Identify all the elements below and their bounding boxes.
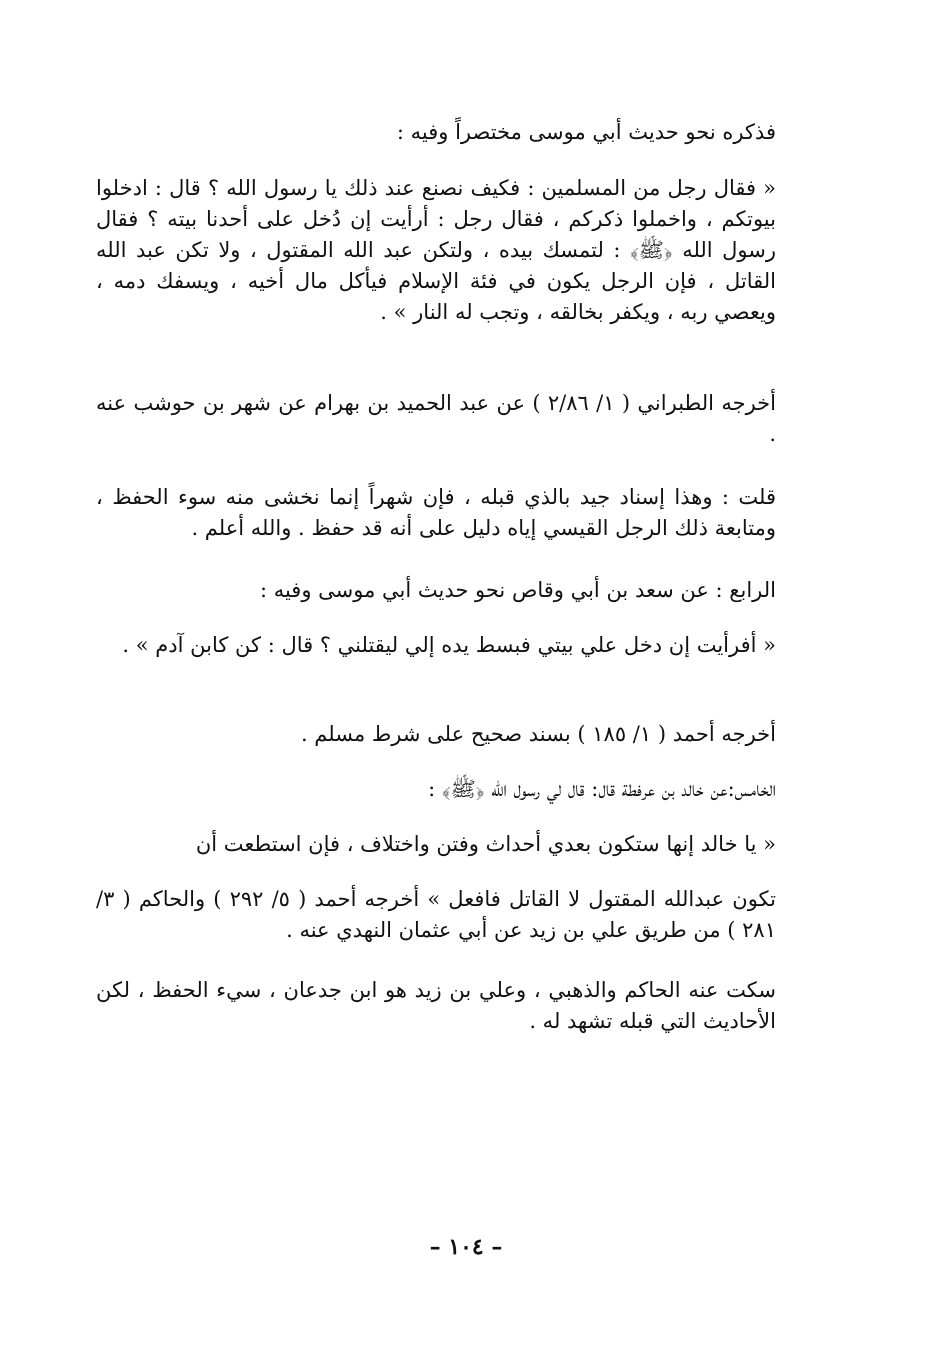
- page-number: – ١٠٤ –: [429, 1234, 503, 1260]
- intro-line: فذكره نحو حديث أبي موسى مختصراً وفيه :: [396, 120, 776, 144]
- takhrij-ahmad: أخرجه أحمد ( ١/ ١٨٥ ) بسند صحيح على شرط مسلم .: [300, 722, 776, 746]
- commentary-isnad: قلت : وهذا إسناد جيد بالذي قبله ، فإن شهراً إنما نخشى منه سوء الحفظ ، ومتابعة ذلك الرجل القيسي إياه دليل على أنه قد حفظ . والله أعلم .: [96, 485, 776, 540]
- fourth-narration-heading: الرابع : عن سعد بن أبي وقاص نحو حديث أبي موسى وفيه :: [259, 578, 776, 602]
- hadith-quote-1: « فقال رجل من المسلمين : فكيف نصنع عند ذلك يا رسول الله ؟ قال : ادخلوا بيوتكم ، واخملوا ذكركم ، فقال رجل : أرأيت إن دُخل على أحدنا بيته ؟ فقال رسول الله ﴿ﷺ﴾ : لتمسك بيده ، ولتكن عبد الله المقتول ، ولا تكن عبد الله القاتل ، فإن الرجل يكون في فئة الإسلام فيأكل مال أخيه ، ويسفك دمه ، ويعصي ربه ، ويكفر بخالقه ، وتجب له النار » .: [96, 176, 776, 324]
- takhrij-tabarani: أخرجه الطبراني ( ١/ ٢/٨٦ ) عن عبد الحميد بن بهرام عن شهر بن حوشب عنه .: [96, 391, 776, 446]
- hadith-quote-3: « يا خالد إنها ستكون بعدي أحداث وفتن واختلاف ، فإن استطعت أن: [195, 832, 776, 856]
- hadith-quote-2: « أفرأيت إن دخل علي بيتي فبسط يده إلي ليقتلني ؟ قال : كن كابن آدم » .: [122, 633, 776, 657]
- takhrij-ahmad-hakim: تكون عبدالله المقتول لا القاتل فافعل » أخرجه أحمد ( ٥/ ٢٩٢ ) والحاكم ( ٣/ ٢٨١ ) من طريق علي بن زيد عن أبي عثمان النهدي عنه .: [96, 887, 776, 942]
- closing-commentary: سكت عنه الحاكم والذهبي ، وعلي بن زيد هو ابن جدعان ، سيء الحفظ ، لكن الأحاديث التي قبله تشهد له .: [96, 978, 776, 1033]
- fifth-narration-heading: الخامس:عن خالد بن عرفطة قال: قال لي رسول الله ﴿ﷺ﴾ :: [428, 777, 776, 801]
